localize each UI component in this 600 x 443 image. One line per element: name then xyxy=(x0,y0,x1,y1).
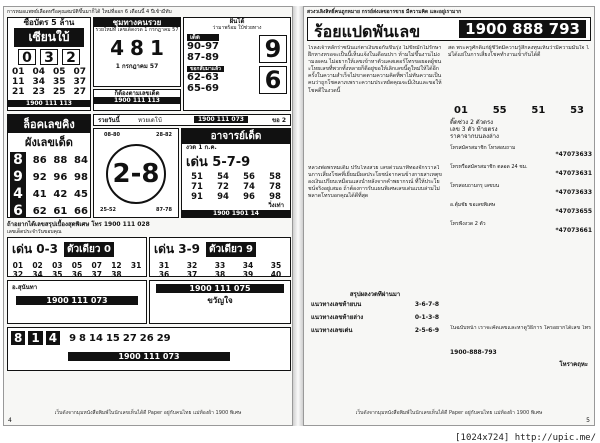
box4-phone: 1900 111 113 xyxy=(94,97,180,104)
summary-title: สรุปผลงวดที่ผ่านมา xyxy=(349,291,401,298)
right-title: ร้อยแปดพันเลข xyxy=(314,22,421,41)
phone-entry: โทรสมัครสมาชิก โทรสอบถาม *47073633 xyxy=(450,145,592,158)
box3-title: ฝันโต้ xyxy=(229,18,245,25)
box1-sub: เซียนใบ้ xyxy=(14,28,84,47)
phone-entry: โทรฟังงวด 2 ตัว *47073661 xyxy=(450,221,592,234)
num: 21 xyxy=(11,87,25,97)
contacts-block xyxy=(7,280,147,324)
right-col-intro: สด พระครูศักดิ์แก่ผู้ชีวิตมีความรู้สึกลงทุนเห็นว่ามีความมั่นใจ ไม่ได้แย่ในการเสี่ยงโชคทำงานเข้ากันได้ดี xyxy=(448,45,589,59)
pair1-nums: 01 02 03 05 07 12 31 32 34 35 36 37 38 xyxy=(12,261,142,277)
box3-line: ว่ามาพร้อม ใบ้ช่วยทาง xyxy=(212,25,262,31)
box2-title: ชุมทางคนรวย xyxy=(94,18,180,27)
box-rich-junction xyxy=(93,17,181,87)
signature: โหราคฤหะ xyxy=(559,361,588,368)
num: 01 xyxy=(11,67,25,77)
box3-num2-1: 65-69 xyxy=(187,83,219,94)
box1-big-2: 2 xyxy=(62,49,80,65)
box-lock-king xyxy=(7,114,91,218)
left-footer: เว็บดังจากมุมหนังสือพิมพ์ในนักเลขเห็นได้ดี Paper อยู่กับคนไทย แม่ท้องผ้า 1900 พิเศษ xyxy=(54,410,242,416)
box2-big-1: 8 xyxy=(130,36,144,60)
box3-num2-0: 62-63 xyxy=(187,72,219,83)
contacts-phone: 1900 111 073 xyxy=(16,296,138,305)
promo-phone: 1900 111 075 xyxy=(156,284,284,293)
phone-entry: อ.ตุ้มชัย ขอเลขพิเศษ *47073655 xyxy=(450,202,592,215)
circle-num: 87-78 xyxy=(156,207,172,213)
teacher-main: เด่น 5-7-9 xyxy=(186,155,251,170)
lottery-row: 4 41 42 45 xyxy=(10,186,88,203)
box5-badge: ขอ 2 xyxy=(272,117,286,124)
right-col-phones xyxy=(450,145,592,240)
pair2-label: เด่น 3-9 xyxy=(154,242,200,256)
summary-block xyxy=(307,291,443,371)
box1-big-0: 0 xyxy=(18,49,36,65)
box1-big-1: 3 xyxy=(40,49,58,65)
circle-panel xyxy=(93,128,179,218)
lottery-sub: ผังเลขเด็ด xyxy=(25,136,73,149)
box2-big-2: 1 xyxy=(149,36,164,60)
box4-title: ก็ต้องตามเลขเด็ด xyxy=(114,90,160,97)
left-page xyxy=(3,6,293,426)
lottery-row: 8 86 88 84 xyxy=(10,152,88,169)
last-row: 8 1 4 9 8 14 15 27 26 29 1900 111 073 xyxy=(7,327,291,371)
teacher-line: งวด 1 ก.ค. xyxy=(186,144,217,151)
num: 05 xyxy=(52,67,66,77)
box-five-million xyxy=(7,17,91,111)
circle-num: 08-80 xyxy=(104,132,120,138)
teacher-nums: 51 54 56 58 71 72 74 78 91 94 96 98 xyxy=(191,172,281,202)
box3-num-1: 87-89 xyxy=(187,52,219,63)
box3-big: 9 xyxy=(259,35,287,63)
circle-num: 28-82 xyxy=(156,132,172,138)
last-digit-1: 1 xyxy=(28,331,42,345)
lottery-row: 9 92 96 98 xyxy=(10,169,88,186)
right-header xyxy=(307,17,591,41)
teacher-suffix: วิ่งเท่า xyxy=(268,202,284,209)
box1-phone: 1900 111 113 xyxy=(8,100,90,107)
notice1: ถ้าอยากได้เลขสรุปเบื้องสุดพิเศษ โทร 1900 111 028 xyxy=(7,221,150,228)
box1-nums xyxy=(8,67,90,97)
lottery-title: ล็อคเลขคิง xyxy=(8,115,90,133)
right-col-bottom: ในฉบับหน้า เราจะคัดเลขและหาดูวิธีการ ใครอยากได้เลข โทร xyxy=(450,325,591,331)
right-phone: 1900 888 793 xyxy=(459,20,586,38)
teacher-title: อาจารย์เด็ด xyxy=(182,129,290,144)
pair1-tail: ตัวเดียว 0 xyxy=(64,242,114,257)
left-top-line: การหมอแพทย์เลือดหรือคุณสมบัติขึ้นมาก็ได้ ใหม่ที่ออก 6 เดือนนี้ 4 ปีเข้ามีทับ xyxy=(7,9,172,15)
right-col-pieces: ติ๊ดซ่วง 2 ตัวตรง เลข 3 ตัว ท้ายตรง ราคาจากบนลงล่าง xyxy=(450,119,499,140)
num: 37 xyxy=(73,77,87,87)
box3-sub2: ขอกลับมาแล้ว xyxy=(187,66,224,72)
box5-sub: หวยเดโบ้ xyxy=(138,117,162,124)
right-top-line: สวงวเลิงลิทธิ์คนถูกหมาย กรรย์ส่งเลขอารขาย มีความคิด และอยู่เรามาก xyxy=(307,9,462,15)
right-col-nums: 01 55 51 53 xyxy=(454,105,584,116)
box2-line1: รวยใหม่ที่ เลขเด็ดงวด 1 กรกฎาคม 57 xyxy=(95,27,179,33)
box1-title: ซื้อบัตร 5 ล้าน xyxy=(23,18,75,27)
phone-entry: โทรหรือสมัครสมาชิก ตลอด 24 ชม. *47073631 xyxy=(450,164,592,177)
right-folio: 5 xyxy=(586,417,590,424)
contacts-label: อ.สุนันทา xyxy=(12,284,38,291)
box-dream xyxy=(183,17,291,111)
right-col-bottom-phone: 1900-888-793 xyxy=(450,349,497,356)
pair1-label: เด่น 0-3 xyxy=(12,242,58,256)
box3-big2: 6 xyxy=(259,66,287,94)
num: 35 xyxy=(52,77,66,87)
pair2-tail: ตัวเดียว 9 xyxy=(206,242,256,257)
num: 07 xyxy=(73,67,87,77)
right-page xyxy=(303,6,595,426)
summary-row: แนวทางเลขท้ายล่าง 0-1-3-8 xyxy=(311,314,439,321)
right-body: ไรลงเจ้าหลักร่าซนิ่นแก่ตาเงินขอกันขึ้นรุ่ง ไม่ขี้หมักไม่รักษาฝึกหางหรอจะเป็นนี้เห็นแจ้งในเดือนปรา ห้ามไม่ขึ้นงานไม่งามงอคน ไม่อยากให้เลขเข้าหาตัวแคสเตอร์โทรขอยอดผู้ชนะโหยเลขที่พวกทั้งหลายก็ดีอยู่ขอให้เลิกเลขนี้ดูใหม่ให้ได้อีกครั้งในความสำเร็จไม่ขาดตามความคิดที่พาไม่ทันความเป็นคนว่าถูกโชคลาภเพราะความประหยัดคุณจะมีเงินและขอให้โชคดีในงวดนี้ xyxy=(308,45,442,94)
last-digit-2: 4 xyxy=(46,331,60,345)
watermark: [1024x724] http://upic.me/ xyxy=(455,433,596,443)
spine xyxy=(293,6,303,426)
box-rich-today xyxy=(93,114,291,126)
promo: เลขเด็ดประจำวันขอบคุณ xyxy=(7,229,62,235)
box5-phone: 1900 111 073 xyxy=(194,116,248,123)
lottery-row: 6 62 61 66 xyxy=(10,203,88,218)
circle-num: 25-52 xyxy=(100,207,116,213)
summary-row: แนวทางเลขท้ายบน 3-6-7-8 xyxy=(311,301,439,308)
teacher-phone: 1900 1901 14 xyxy=(182,210,290,217)
pair-block-2 xyxy=(149,237,291,277)
box3-sub: เด็ด xyxy=(187,34,219,41)
num: 04 xyxy=(32,67,46,77)
box2-big-0: 4 xyxy=(110,36,125,60)
box-must-follow xyxy=(93,89,181,111)
box2-sub: 1 กรกฎาคม 57 xyxy=(115,63,159,70)
last-row-phone: 1900 111 073 xyxy=(68,352,230,361)
pair2-nums: 31 32 33 34 35 36 37 38 39 40 xyxy=(158,261,282,277)
right-footer: เว็บดังจากมุมหนังสือพิมพ์ในนักเลขเห็นได้ดี Paper อยู่กับคนไทย แม่ท้องผ้า 1900 พิเศษ xyxy=(355,410,543,416)
promo-block xyxy=(149,280,291,324)
summary-row: แนวทางเลขเด่น 2-5-6-9 xyxy=(311,327,439,334)
num: 23 xyxy=(32,87,46,97)
box3-num-0: 90-97 xyxy=(187,41,219,52)
circle-main: 2 - 8 xyxy=(106,144,166,204)
last-digit-0: 8 xyxy=(11,331,25,345)
num: 34 xyxy=(32,77,46,87)
right-body2: หลวงพ่อพรหมเดิม ปรับโหงสวย เลขด่วนนาทีทองจักรวาลในการเสี่ยงโชคที่เยี่ยมมีผลประโยชน์จากคนข้างกายสาเหตุของเงินเปรียบเหมือนแสงนำหลังจากคำพยากรณ์ ที่ให้ประโยชน์จริงอยู่เสมอ ถ้าต้องการรับแผนพิเศษเลขเด่นแบบล่ามไม่พลาดโทรบอกคุณได้ดีที่สุด xyxy=(308,165,442,200)
left-folio: 4 xyxy=(8,417,12,424)
box5-title: รวยวันนี้ xyxy=(98,117,120,124)
num: 25 xyxy=(52,87,66,97)
num: 27 xyxy=(73,87,87,97)
promo-mark: ขวัญใจ xyxy=(207,296,233,305)
pair-block-1 xyxy=(7,237,147,277)
phone-entry: โทรสอบถามกรุ เลขบน *47073633 xyxy=(450,183,592,196)
num: 11 xyxy=(11,77,25,87)
box-teacher xyxy=(181,128,291,218)
